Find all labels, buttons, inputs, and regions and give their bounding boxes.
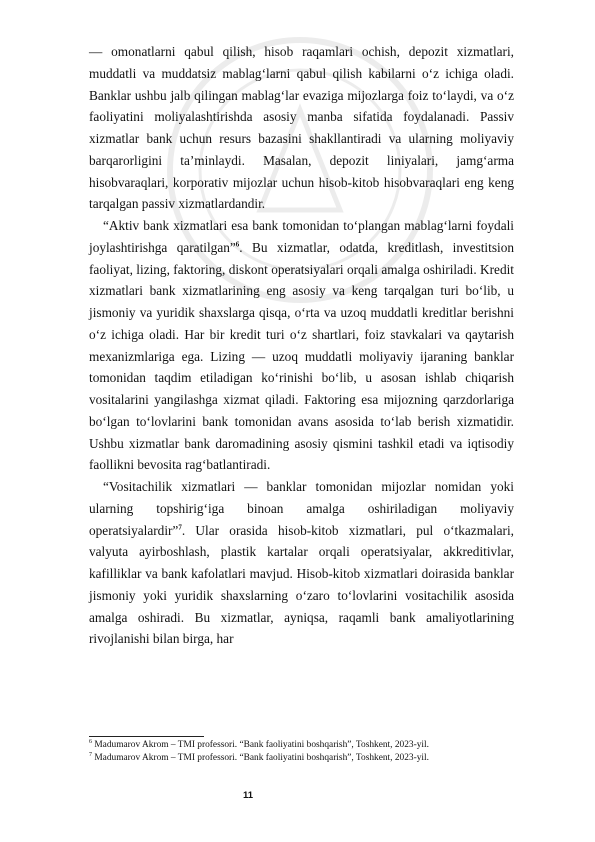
footnote-reference[interactable]: 7	[178, 523, 182, 532]
page-body	[89, 41, 514, 650]
paragraph-text: . Bu xizmatlar, odatda, kreditlash, investitsion faoliyat, lizing, faktoring, diskont operatsiyalari orqali amalga oshiriladi. Kredit xizmatlari bank xizmatlarining eng asosiy va keng tarqalgan turi bo‘lib, u jismoniy va yuridik shaxslarga qisqa, o‘rta va uzoq muddatli kreditlar berishni o‘z ichiga oladi. Har bir kredit turi o‘z shartlari, foiz stavkalari va qaytarish mexanizmlariga ega. Lizing — uzoq muddatli moliyaviy ijaraning banklar tomonidan taqdim etiladigan ko‘rinishi bo‘lib, u asosan ishlab chiqarish vositalarini yangilashga xizmat qiladi. Faktoring esa mijozning qarzdorlariga bo‘lgan to‘lovlarini bank tomonidan avans asosida to‘lab berish xizmatidir. Ushbu xizmatlar bank daromadining asosiy qismini tashkil etadi va iqtisodiy faollikni bevosita rag‘batlantiradi.	[89, 239, 514, 473]
footnote-reference[interactable]: 6	[235, 240, 240, 249]
paragraph-active-services	[89, 215, 514, 476]
footnotes	[89, 739, 529, 765]
footnote-text: Madumarov Akrom – TMI professori. “Bank faoliyatini boshqarish”, Toshkent, 2023-yil.	[94, 740, 429, 750]
footnote-number: 7	[89, 751, 92, 758]
footnote-item	[89, 752, 529, 765]
paragraph-intermediary-services	[89, 476, 514, 650]
paragraph-text: “Aktiv bank xizmatlari esa bank tomonidan to‘plangan mablag‘larni foydali joylashtirishga qaratilgan”	[89, 218, 514, 255]
paragraph-text: “Vositachilik xizmatlari — banklar tomonidan mijozlar nomidan yoki ularning topshirig‘iga binoan amalga oshiriladigan moliyaviy operatsiyalardir”	[89, 479, 514, 538]
footnote-item	[89, 739, 529, 752]
paragraph-passive-services: — omonatlarni qabul qilish, hisob raqamlari ochish, depozit xizmatlari, muddatli va muddatsiz mablag‘larni qabul qilish kabilarni o‘z ichiga oladi. Banklar ushbu jalb qilingan mablag‘lar evaziga mijozlarga foiz to‘laydi, va o‘z faoliyatini moliyalashtirishda asosiy manba sifatida foydalanadi. Passiv xizmatlar bank uchun resurs bazasini shakllantiradi va ularning moliyaviy barqarorligini ta’minlaydi. Masalan, depozit liniyalari, jamg‘arma hisobvaraqlari, korporativ mijozlar uchun hisob-kitob hisobvaraqlari eng keng tarqalgan passiv xizmatlardandir.	[89, 44, 514, 212]
footnote-text: Madumarov Akrom – TMI professori. “Bank faoliyatini boshqarish”, Toshkent, 2023-yil.	[94, 753, 429, 763]
footnote-divider	[89, 736, 204, 737]
footnote-number: 6	[89, 738, 92, 745]
paragraph-text: . Ular orasida hisob-kitob xizmatlari, pul o‘tkazmalari, valyuta ayirboshlash, plastik kartalar orqali operatsiyalar, akkreditivlar, kafilliklar va bank kafolatlari mavjud. Hisob-kitob xizmatlari doirasida banklar jismoniy yoki yuridik shaxslarning o‘zaro to‘lovlarini vositachilik asosida amalga oshiradi. Bu xizmatlar, ayniqsa, raqamli bank amaliyotlarining rivojlanishi bilan birga, har	[89, 522, 514, 647]
page-number: 11	[243, 790, 254, 801]
